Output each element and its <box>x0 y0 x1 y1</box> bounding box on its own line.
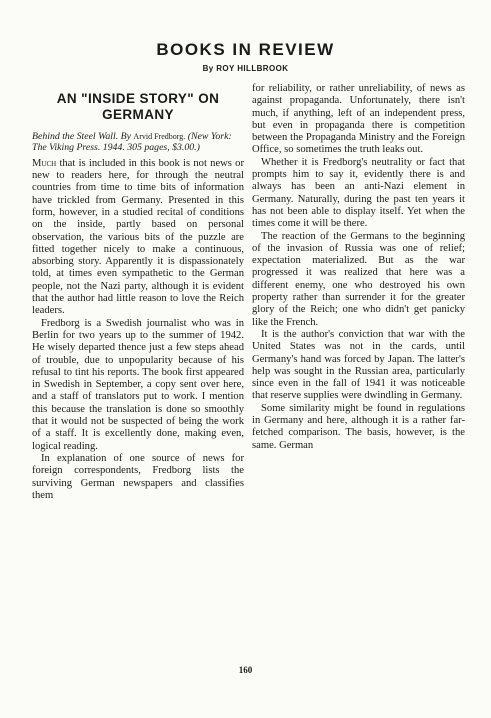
right-column <box>252 83 465 452</box>
paragraph: Some similarity might be found in regulations in Germany and here, although it is a rather far-fetched comparison. The basis, however, is the same. German <box>252 402 465 451</box>
left-column <box>32 83 244 502</box>
book-author: Arvid Fredborg. <box>133 132 186 141</box>
article-headline: AN "INSIDE STORY" ON GERMANY <box>56 91 220 122</box>
book-publication: (New York: The Viking Press. 1944. 305 pages, $3.00.) <box>32 131 232 154</box>
section-title: BOOKS IN REVIEW <box>156 40 335 59</box>
paragraph-lead-word: Much <box>32 157 57 169</box>
paragraph: It is the author's conviction that war with the United States was not in the cards, until Germany's hand was forced by Japan. The latter's help was sought in the Russian area, particularly since even in the fall of 1941 it was noticeable that reserve supplies were dwindling in Germany. <box>252 328 465 402</box>
paragraph: for reliability, or rather unreliability, of news as against propaganda. Unfortunately, there isn't much, if anything, left of an independent press, but even in propaganda there is competition between the Propaganda Ministry and the Foreign Office, so sometimes the truth leaks out. <box>252 83 465 156</box>
paragraph: In explanation of one source of news for foreign correspondents, Fredborg lists the surviving German newspapers and classifies them <box>32 452 244 501</box>
paragraph: Fredborg is a Swedish journalist who was in Berlin for two years up to the summer of 1942. He wisely departed thence just a few steps ahead of trouble, due to unpopularity because of his refusal to tint his reports. The book first appeared in Swedish in September, a copy sent over here, and a staff of translators put to work. I mention this because the translation is done so smoothly that it would not be suspected of being the work of a staff. It is excellently done, making even, logical reading. <box>32 317 244 452</box>
paragraph: Whether it is Fredborg's neutrality or fact that prompts him to say it, evidently there is and always has been an anti-Nazi element in Germany. Naturally, during the past ten years it has not been able to display itself. Yet when the times come it will be there. <box>252 156 465 230</box>
byline: By ROY HILLBROOK <box>202 64 289 73</box>
book-title: Behind the Steel Wall. <box>32 131 119 142</box>
book-reference <box>32 131 244 154</box>
book-by: By <box>120 131 131 142</box>
page-number: 160 <box>238 665 253 675</box>
paragraph: The reaction of the Germans to the beginning of the invasion of Russia was one of relief; expectation materialized. But as the war progressed it was realized that here was a different enemy, one who destroyed his own property rather than surrender it for the greater glory of the Reich; one who didn't get panicky like the French. <box>252 230 465 328</box>
paragraph: Much that is included in this book is not news or new to readers here, for through the neutral countries from time to time bits of information have trickled from Germany. Presented in this form, however, in a studied recital of conditions on the inside, partly based on personal observation, the various bits of the puzzle are fitted together nicely to make a continuous, absorbing story. Apparently it is dispassionately told, at times even sympathetic to the German people, not the Nazi party, although it is evident that the author had little reason to love the Reich leaders. <box>32 157 244 317</box>
